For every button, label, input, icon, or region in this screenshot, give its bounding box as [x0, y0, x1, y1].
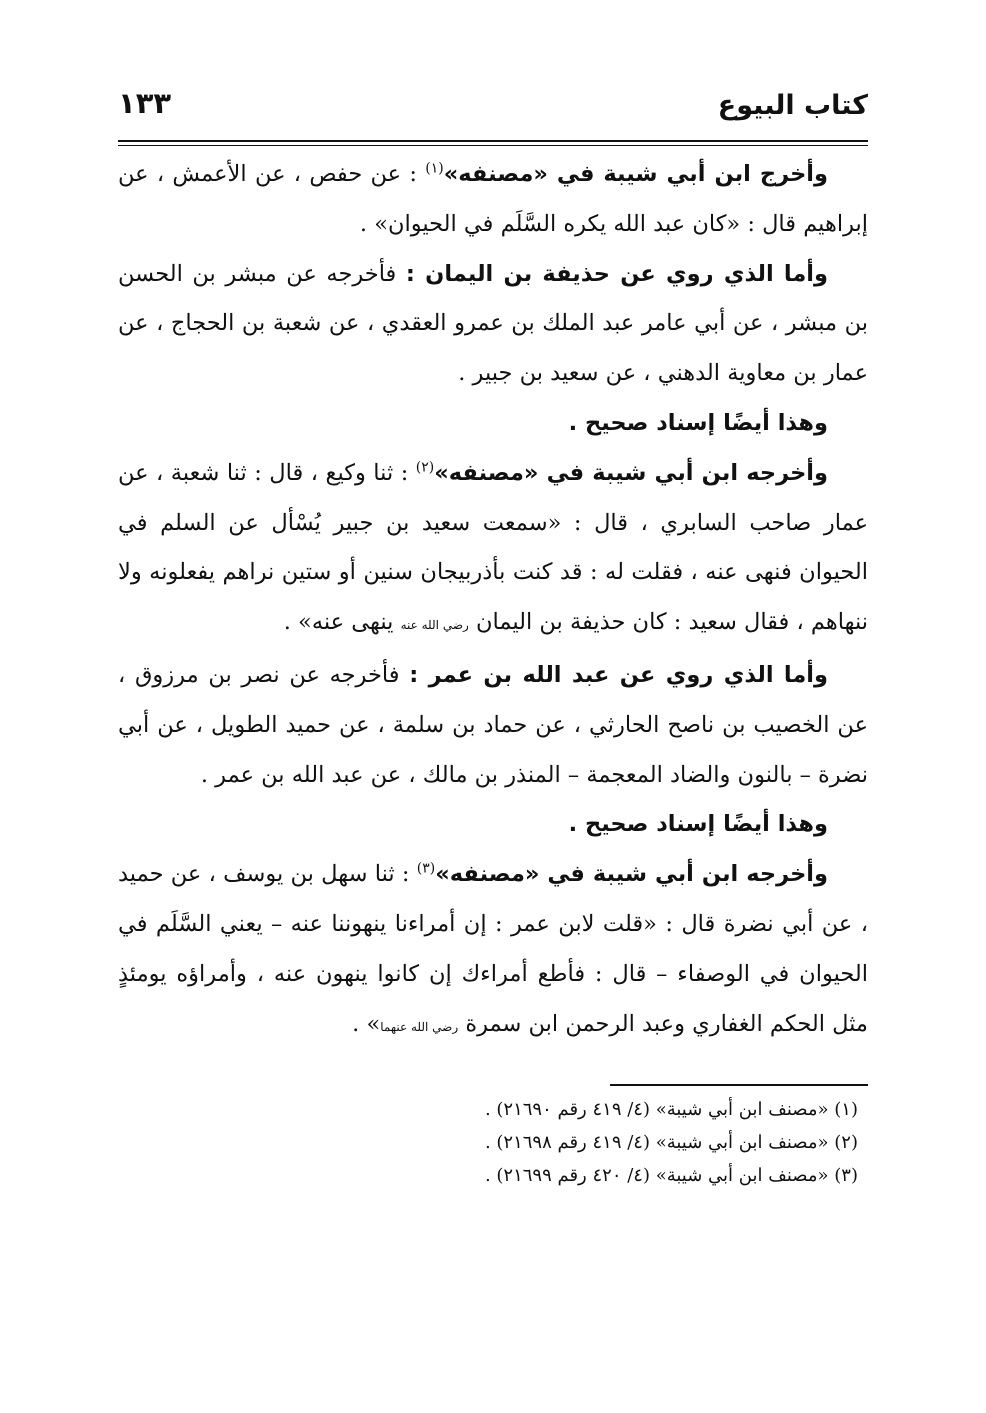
footnote: (٢) «مصنف ابن أبي شيبة» (٤/ ٤١٩ رقم ٢١٦٩٨) .	[484, 1132, 858, 1153]
footnote: (٣) «مصنف ابن أبي شيبة» (٤/ ٤٢٠ رقم ٢١٦٩٩) .	[484, 1165, 858, 1186]
paragraph-text: : ثنا سهل بن يوسف ، عن حميد ، عن أبي نضرة قال : «قلت لابن عمر : إن أمراءنا ينهوننا عنه – يعني السَّلَم في الحيوان في الوصفاء – قال : فأطع أمراءك إن كانوا ينهون عنه ، وأمراؤه يومئذٍ مثل الحكم الغفاري وعبد الرحمن ابن سمرة	[118, 861, 868, 1037]
paragraph	[118, 150, 868, 250]
paragraph	[118, 399, 868, 449]
bold-lead: وأخرج ابن أبي شيبة في «مصنفه»	[443, 161, 828, 187]
bold-lead: وأما الذي روي عن عبد الله بن عمر :	[409, 661, 828, 688]
page-number: ١٣٣	[118, 86, 172, 120]
honorific: رضي الله عنه	[400, 618, 469, 633]
footnote-rule	[610, 1084, 868, 1086]
paragraph-tail: ينهى عنه» .	[283, 609, 401, 636]
paragraph	[118, 449, 868, 651]
paragraph	[118, 250, 868, 399]
bold-lead: وأما الذي روي عن حذيفة بن اليمان :	[405, 260, 828, 287]
paragraph-tail: » .	[352, 1010, 381, 1037]
header-rule	[118, 140, 868, 146]
paragraph-text: : ثنا وكيع ، قال : ثنا شعبة ، عن عمار صاحب السابري ، قال : «سمعت سعيد بن جبير يُسْأل عن السلم في الحيوان فنهى عنه ، فقلت له : قد كنت بأذربيجان سنين أو ستين نراهم يفعلونه ولا ننهاهم ، فقال سعيد : كان حذيفة بن اليمان	[118, 459, 868, 636]
bold-lead: وهذا أيضًا إسناد صحيح .	[568, 811, 828, 838]
paragraph	[118, 651, 868, 800]
paragraph	[118, 800, 868, 850]
footnote-marker: (٢)	[415, 459, 435, 476]
running-header	[118, 86, 868, 136]
footnote-marker: (٣)	[416, 860, 436, 877]
bold-lead: وهذا أيضًا إسناد صحيح .	[568, 409, 828, 436]
honorific: رضي الله عنهما	[380, 1019, 459, 1034]
footnote-marker: (١)	[425, 160, 444, 177]
bold-lead: وأخرجه ابن أبي شيبة في «مصنفه»	[435, 861, 829, 888]
paragraph-text: : عن حفص ، عن الأعمش ، عن إبراهيم قال : «كان عبد الله يكره السَّلَم في الحيوان» .	[118, 161, 868, 237]
paragraph	[118, 850, 868, 1052]
main-text	[118, 150, 868, 1052]
paragraph-text: فأخرجه عن نصر بن مرزوق ، عن الخصيب بن ناصح الحارثي ، عن حماد بن سلمة ، عن حميد الطويل ، عن أبي نضرة – بالنون والضاد المعجمة – المنذر بن مالك ، عن عبد الله بن عمر .	[118, 661, 868, 788]
bold-lead: وأخرجه ابن أبي شيبة في «مصنفه»	[434, 459, 828, 486]
paragraph-text: فأخرجه عن مبشر بن الحسن بن مبشر ، عن أبي عامر عبد الملك بن عمرو العقدي ، عن شعبة بن الحجاج ، عن عمار بن معاوية الدهني ، عن سعيد بن جبير .	[118, 260, 868, 387]
footnotes	[118, 1093, 868, 1192]
book-title: كتاب البيوع	[717, 90, 868, 121]
footnote: (١) «مصنف ابن أبي شيبة» (٤/ ٤١٩ رقم ٢١٦٩٠) .	[484, 1099, 858, 1120]
